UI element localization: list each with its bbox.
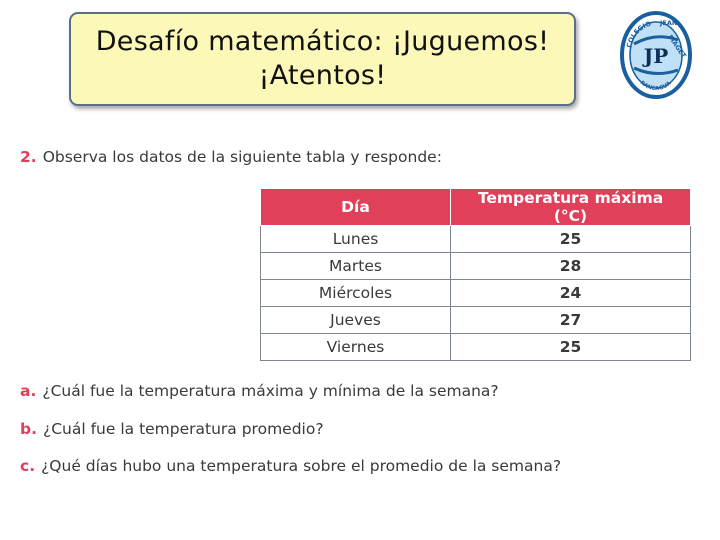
- title-banner: [69, 12, 576, 106]
- temperature-table: [260, 188, 691, 361]
- cell-day: Lunes: [261, 226, 451, 253]
- question-c: [20, 457, 561, 475]
- question-b: [20, 420, 324, 438]
- cell-temp: 24: [451, 280, 691, 307]
- title-line-1: Desafío matemático: ¡Juguemos!: [95, 26, 550, 57]
- exercise-prompt: [20, 148, 442, 166]
- question-b-text: ¿Cuál fue la temperatura promedio?: [42, 420, 324, 438]
- cell-temp: 28: [451, 253, 691, 280]
- school-crest-icon: [620, 10, 692, 100]
- question-b-letter: b.: [20, 420, 37, 438]
- question-a-text: ¿Cuál fue la temperatura máxima y mínima de la semana?: [42, 382, 499, 400]
- cell-temp: 25: [451, 226, 691, 253]
- logo-ring-text-right: PIAGET: [666, 33, 688, 60]
- table-row: [261, 334, 691, 361]
- header-day: Día: [261, 189, 451, 226]
- table-row: [261, 280, 691, 307]
- exercise-panel: [10, 140, 700, 485]
- question-a: [20, 382, 499, 400]
- logo-ring-text-left: COLEGIO: [624, 19, 653, 49]
- cell-day: Martes: [261, 253, 451, 280]
- cell-day: Miércoles: [261, 280, 451, 307]
- table-row: [261, 226, 691, 253]
- question-a-letter: a.: [20, 382, 37, 400]
- cell-temp: 25: [451, 334, 691, 361]
- logo-ring-text-bottom: RANCAGUA: [638, 79, 673, 93]
- cell-day: Viernes: [261, 334, 451, 361]
- question-c-letter: c.: [20, 457, 36, 475]
- question-c-text: ¿Qué días hubo una temperatura sobre el promedio de la semana?: [41, 457, 562, 475]
- table-row: [261, 307, 691, 334]
- exercise-prompt-text: Observa los datos de la siguiente tabla y responde:: [42, 148, 442, 166]
- cell-temp: 27: [451, 307, 691, 334]
- logo-initials: JP: [643, 44, 669, 68]
- header-temperature: Temperatura máxima (°C): [451, 189, 691, 226]
- exercise-number: 2.: [20, 148, 37, 166]
- table-row: [261, 253, 691, 280]
- table-header-row: [261, 189, 691, 226]
- cell-day: Jueves: [261, 307, 451, 334]
- logo-ring-text-top: JEAN: [660, 19, 678, 27]
- title-line-2: ¡Atentos!: [258, 60, 387, 91]
